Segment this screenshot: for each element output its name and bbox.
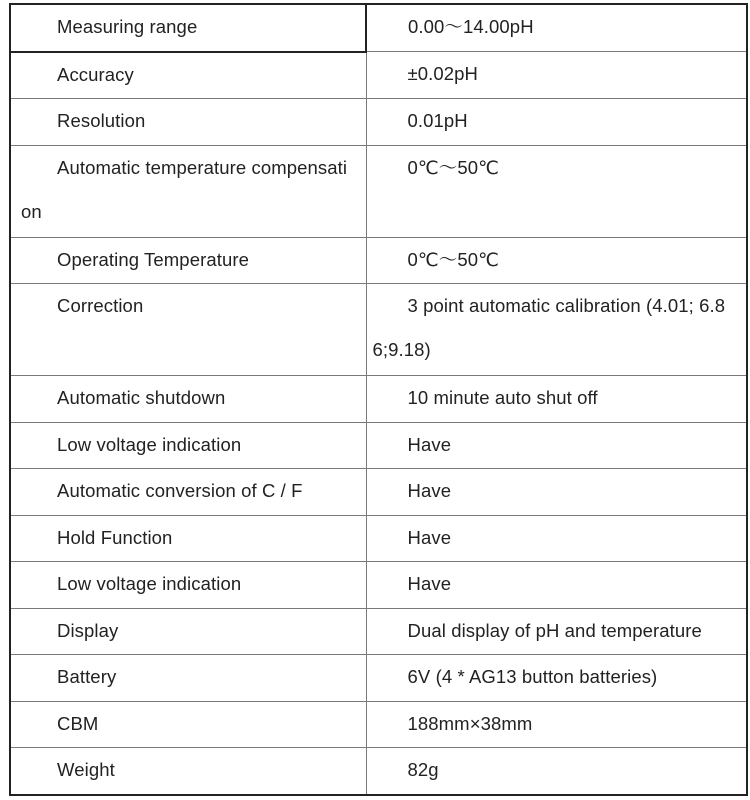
table-row: [10, 422, 747, 469]
spec-label: Resolution: [10, 99, 366, 146]
table-row: [10, 376, 747, 423]
spec-label: Correction: [10, 284, 366, 376]
spec-label: Display: [10, 608, 366, 655]
spec-value: Have: [366, 469, 747, 516]
table-row: [10, 655, 747, 702]
spec-label: Weight: [10, 748, 366, 795]
spec-value: Have: [366, 515, 747, 562]
spec-value: 10 minute auto shut off: [366, 376, 747, 423]
spec-label: Automatic conversion of C / F: [10, 469, 366, 516]
table-row: [10, 608, 747, 655]
spec-label: Low voltage indication: [10, 422, 366, 469]
table-row: [10, 748, 747, 795]
table-row: [10, 515, 747, 562]
table-row: [10, 4, 747, 52]
spec-value: 0℃～50℃: [366, 145, 747, 237]
spec-label: Measuring range: [10, 4, 366, 52]
spec-label: Battery: [10, 655, 366, 702]
table-row: [10, 562, 747, 609]
table-row: [10, 469, 747, 516]
table-row: [10, 52, 747, 99]
spec-value: Have: [366, 562, 747, 609]
spec-label: Automatic temperature compensation: [10, 145, 366, 237]
spec-value: 6V (4 * AG13 button batteries): [366, 655, 747, 702]
table-row: [10, 284, 747, 376]
spec-label: CBM: [10, 701, 366, 748]
table-row: [10, 701, 747, 748]
spec-value: Have: [366, 422, 747, 469]
table-row: [10, 237, 747, 284]
spec-label: Operating Temperature: [10, 237, 366, 284]
spec-value: 0.01pH: [366, 99, 747, 146]
spec-value: Dual display of pH and temperature: [366, 608, 747, 655]
spec-value: 3 point automatic calibration (4.01; 6.86;9.18): [366, 284, 747, 376]
spec-value: 0.00～14.00pH: [366, 4, 747, 52]
spec-label: Accuracy: [10, 52, 366, 99]
spec-value: 188mm×38mm: [366, 701, 747, 748]
spec-value: 0℃～50℃: [366, 237, 747, 284]
spec-value: ±0.02pH: [366, 52, 747, 99]
table-row: [10, 99, 747, 146]
spec-value: 82g: [366, 748, 747, 795]
spec-label: Low voltage indication: [10, 562, 366, 609]
spec-table: [9, 3, 748, 796]
spec-label: Automatic shutdown: [10, 376, 366, 423]
table-row: [10, 145, 747, 237]
spec-label: Hold Function: [10, 515, 366, 562]
